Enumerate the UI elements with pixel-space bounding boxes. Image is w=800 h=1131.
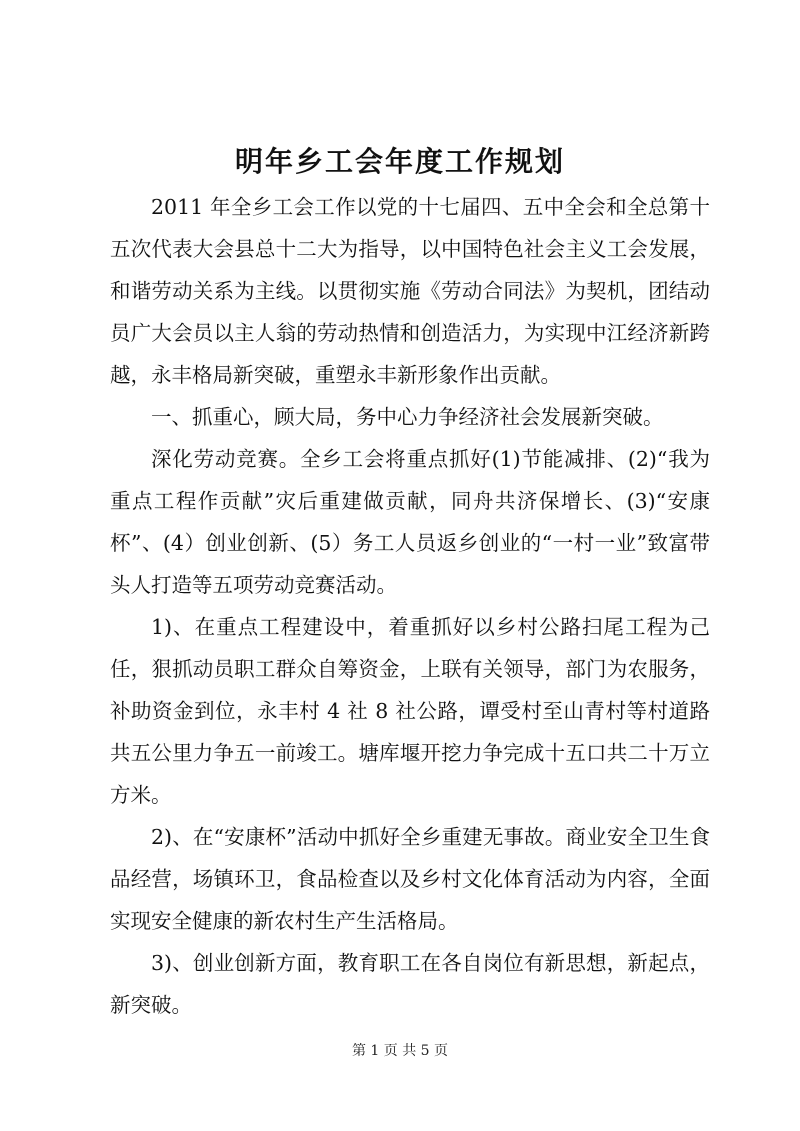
- document-title: 明年乡工会年度工作规划: [234, 145, 565, 178]
- paragraph-intro: 2011 年全乡工会工作以党的十七届四、五中全会和全总第十五次代表大会县总十二大为指导，以中国特色社会主义工会发展，和谐劳动关系为主线。以贯彻实施《劳动合同法》为契机，团结动员广大会员以主人翁的劳动热情和创造活力，为实现中江经济新跨越，永丰格局新突破，重塑永丰新形象作出贡献。: [110, 195, 710, 387]
- page-footer: 第 1 页 共 5 页: [351, 1043, 449, 1059]
- paragraph-item-1: 1)、在重点工程建设中，着重抓好以乡村公路扫尾工程为己任，狠抓动员职工群众自筹资金，上联有关领导，部门为农服务，补助资金到位，永丰村 4 社 8 社公路，谭受村至山青村等村道路共五公里力争五一前竣工。塘库堰开挖力争完成十五口共二十万立方米。: [110, 615, 710, 807]
- paragraph-section-heading: 一、抓重心，顾大局，务中心力争经济社会发展新突破。: [151, 405, 664, 429]
- paragraph-item-2: 2)、在“安康杯”活动中抓好全乡重建无事故。商业安全卫生食品经营，场镇环卫，食品检查以及乡村文化体育活动为内容，全面实现安全健康的新农村生产生活格局。: [110, 825, 710, 933]
- document-body: [110, 186, 710, 1026]
- paragraph-item-3: 3)、创业创新方面，教育职工在各自岗位有新思想，新起点，新突破。: [110, 951, 710, 1017]
- paragraph-labor-competition: 深化劳动竞赛。全乡工会将重点抓好(1)节能减排、(2)“我为重点工程作贡献”灾后重建做贡献，同舟共济保增长、(3)“安康杯”、(4）创业创新、(5）务工人员返乡创业的“一村一业”致富带头人打造等五项劳动竞赛活动。: [110, 447, 710, 597]
